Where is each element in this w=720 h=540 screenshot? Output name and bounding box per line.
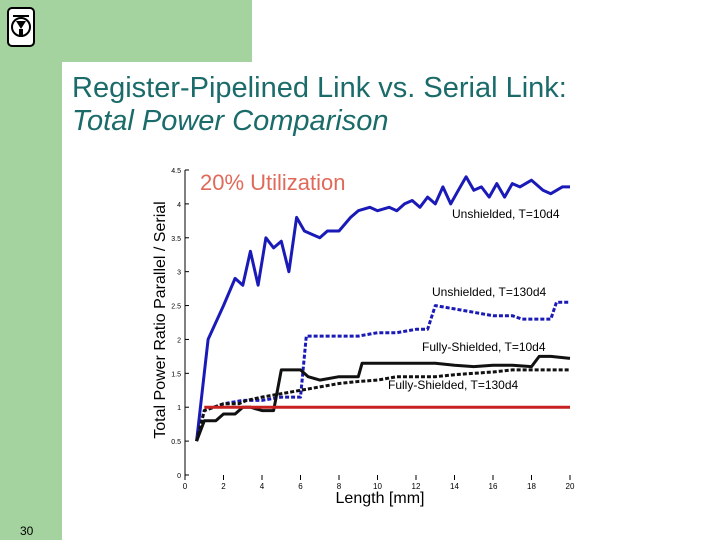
x-tick-label: 18 [527,482,536,491]
x-tick-label: 20 [565,482,575,491]
y-tick-label: 4.5 [171,168,181,175]
x-tick-label: 6 [298,482,303,491]
x-tick-label: 16 [488,482,498,491]
y-tick-label: 0.5 [171,439,181,447]
y-tick-label: 1 [177,405,181,413]
x-tick-label: 8 [336,482,342,491]
series-label-1: Unshielded, T=10d4 [452,207,560,221]
slide-title-line1: Register-Pipelined Link vs. Serial Link: [72,72,567,104]
chart-annotation-title: 20% Utilization [200,170,346,195]
slide-title-line2: Total Power Comparison [72,105,389,137]
x-tick-label: 10 [373,482,382,491]
series-line-2 [197,302,570,441]
y-tick-label: 2.5 [171,303,181,311]
slide-number: 30 [20,524,34,538]
series-label-2: Unshielded, T=130d4 [432,285,547,299]
x-tick-label: 4 [259,482,265,491]
x-tick-label: 0 [182,482,188,491]
x-tick-label: 12 [411,482,421,491]
y-tick-label: 3 [177,269,181,277]
series-label-4: Fully-Shielded, T=130d4 [388,378,519,392]
x-axis-label: Length [mm] [335,490,425,507]
y-tick-label: 0 [177,473,181,480]
y-axis-label: Total Power Ratio Parallel / Serial [152,201,169,439]
y-tick-label: 3.5 [171,235,181,243]
x-tick-label: 2 [221,482,226,491]
series-label-3: Fully-Shielded, T=10d4 [422,340,546,354]
y-tick-label: 4 [177,201,181,209]
x-tick-label: 14 [450,482,459,491]
y-tick-label: 2 [177,337,181,345]
y-tick-label: 1.5 [171,371,181,379]
